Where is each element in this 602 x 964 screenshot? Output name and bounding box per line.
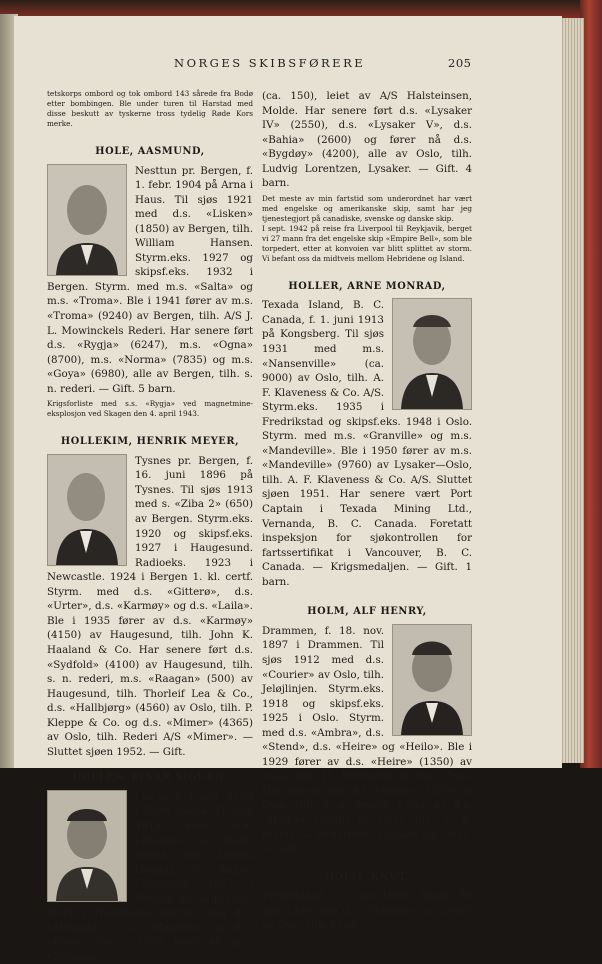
entry-heading-hollekim: HOLLEKIM, HENRIK MEYER, [60, 436, 240, 448]
entry-heading-holm-alf: HOLM, ALF HENRY, [307, 606, 427, 618]
right-column [262, 89, 472, 933]
entry-text-hole: Nesttun pr. Bergen, f. 1. febr. 1904 på Arna i Haus. Til sjøs 1921 med d.s. «Lisken» (1850) av Bergen, tilh. William Hansen. Styrm.eks. 1927 og skipsf.eks. 1932 i Bergen. Styrm. med m.s. «Salta» og m.s. «Troma». Ble i 1941 fører av m.s. «Troma» (9240) av Bergen, tilh. A/S J. L. Mowinckels Rederi. Har senere ført d.s. «Rygja» (6247), m.s. «Ogna» (8700), m.s. «Norma» (7835) og m.s. «Goya» (6980), alle av Bergen, tilh. s. n. rederi. — Gift. 5 barn. [47, 164, 253, 395]
entry-heading-holler: HOLLER, ARNE MONRAD, [288, 280, 446, 292]
entry-heading-hollen: HOLLEN, EINAR SIGURD, [72, 772, 228, 784]
left-column [47, 89, 253, 964]
entry-text-holler: Texada Island, B. C. Canada, f. 1. juni 1913 på Kongsberg. Til sjøs 1931 med m.s. «Nansenville» (ca. 9000) av Oslo, tilh. A. F. Klaveness & Co. A/S. Styrm.eks. 1935 i Fredrikstad og skipsf.eks. 1948 i Oslo. Styrm. med m.s. «Granville» og m.s. «Mandeville». Ble i 1950 fører av m.s. «Mandeville» (9760) av Lysaker—Oslo, tilh. A. F. Klaveness & Co. A/S. Sluttet sjøen 1951. Har senere vært Port Captain i Texada Mining Ltd., Vernanda, B. C. Canada. Foretatt inspeksjon for sjøkontrollen for fartssertifikat i Vancouver, B. C. Canada. — Krigsmedaljen. — Gift. 1 barn. [262, 299, 472, 588]
entry-note-hole: Krigsforliste med s.s. «Rygja» ved magnetmine-eksplosjon ved Skagen den 4. april 1943. [47, 399, 253, 419]
entry-continued-text: (ca. 150), leiet av A/S Halsteinsen, Molde. Har senere ført d.s. «Lysaker IV» (2550), d.s. «Lysaker V», d.s. «Bahia» (2600) og fører nå d.s. «Bygdøy» (4200), alle av Oslo, tilh. Ludvig Lorentzen, Lysaker. — Gift. 4 barn. [262, 90, 472, 190]
intro-text: tetskorps ombord og tok ombord 143 sårede fra Bodø etter bombingen. Ble under turen til Harstad med disse beskutt av tyskerne tross tydelig Røde Kors merke. [47, 89, 253, 128]
entry-heading-holm-knut: HOLM, KNUT, [324, 871, 410, 883]
portrait-hollekim [47, 454, 127, 566]
entry-text-holm-alf: Drammen, f. 18. nov. 1897 i Drammen. Til sjøs 1912 med d.s. «Courier» av Oslo, tilh. Jeløjlinjen. Styrm.eks. 1918 og skipsf.eks. 1925 i Oslo. Styrm. med d.s. «Ambra», d.s. «Stend», d.s. «Heire» og «Heilo». Ble i 1929 fører av d.s. «Heire» (1350) av Oslo, tilh. H. Heitmann & Son, Oslo. Har senere ført d.s. «Heilo» (1550) av Oslo, tilh. s. n. rederi. Fører nå d.s. «Heika» (2650) av Oslo, tilh. s. n. rederi. — Rederforb. gullmedalje 1951. — Gift. [262, 624, 472, 856]
page-edges [560, 18, 584, 763]
entry-continued-note: Det meste av min fartstid som underordnet har vært med engelske og amerikanske skip, samt har jeg tjenestegjort på canadiske, svenske og danske skip. [262, 193, 472, 223]
portrait-holler [392, 298, 472, 410]
portrait-hole [47, 164, 127, 276]
page-number: 205 [448, 56, 472, 70]
portrait-hollen [47, 790, 127, 902]
running-head-title: NORGES SKIBSFØRERE [174, 56, 366, 70]
portrait-holm-alf [392, 624, 472, 736]
entry-heading-hole: HOLE, AASMUND, [95, 146, 205, 157]
entry-text-holm-knut: Fredrikstad, f. 2. nov. 1900 i Borge. Til sjøs 1916 med d.s. «Borgny» (ca. 2000) av Oslo, tilh. Fred. [262, 890, 472, 932]
entry-continued-note-2: I sept. 1942 på reise fra Liverpool til Reykjavik, berget vi 27 mann fra det engelske skip «Empire Bell», som ble torpedert, etter at konvoien var blitt splittet av storm. Vi befant oss da midtveis mellom Hebridene og Island. [262, 223, 472, 263]
book-page [14, 16, 562, 963]
entry-text-hollen: Molde, f. 4. okt. 1903 i Nord Aukra. Til sjøs 1919 med m.k. «Blåstol» av Nord-Aukra, tilh. Ludvig Hegdal, N. Aukra. Styrm.eks. 1929 i Bergen og skipsf.eks. 1933 i Trondheim. Styrm. med d.s. «Miranda», d.s. «Maurita» og d.s. «Faro». Ble i 1936 fører av m.s. «Nelson» [47, 790, 253, 963]
entry-text-hollekim: Tysnes pr. Bergen, f. 16. juni 1896 på Tysnes. Til sjøs 1913 med s. «Ziba 2» (650) av Bergen. Styrm.eks. 1920 og skipsf.eks. 1927 i Haugesund. Radioeks. 1923 i Newcastle. 1924 i Bergen 1. kl. certf. Styrm. med d.s. «Gitterø», d.s. «Urter», d.s. «Karmøy» og d.s. «Laila». Ble i 1935 fører av d.s. «Karmøy» (4150) av Haugesund, tilh. John K. Haaland & Co. Har senere ført d.s. «Sydfold» (4100) av Haugesund, tilh. s. n. rederi, m.s. «Raagan» (500) av Haugesund, tilh. Thorleif Lea & Co., d.s. «Hallbjørg» (4560) av Oslo, tilh. P. Kleppe & Co. og d.s. «Mimer» (4365) av Oslo, tilh. Rederi A/S «Mimer». — Sluttet sjøen 1952. — Gift. [47, 454, 253, 758]
